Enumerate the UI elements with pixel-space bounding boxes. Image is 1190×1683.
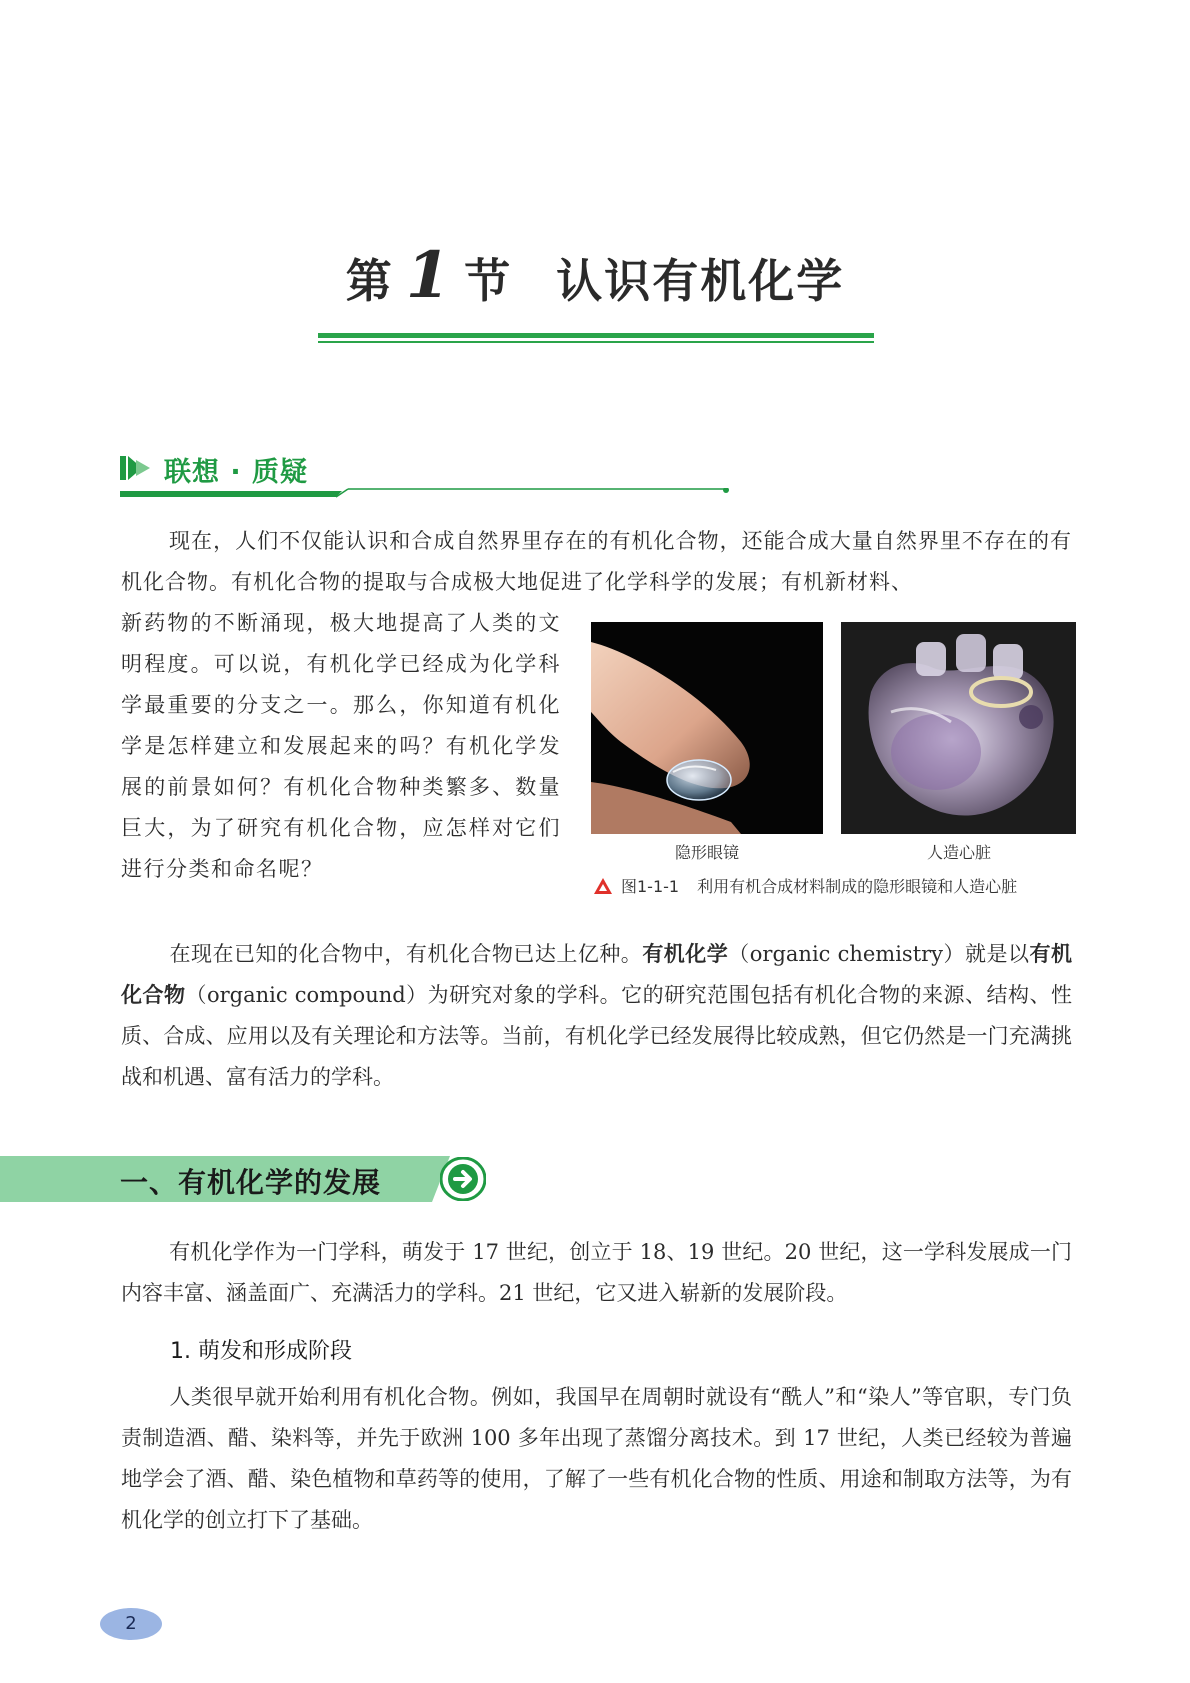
definition-text-2: （organic chemistry）就是以 (728, 942, 1030, 966)
definition-text-3: （organic compound）为研究对象的学科。它的研究范围包括有机化合物的来源、结构、性质、合成、应用以及有关理论和方法等。当前，有机化学已经发展得比较成熟，但它仍然是一门充满挑战和机遇、富有活力的学科。 (121, 983, 1072, 1089)
intro-paragraph-continued: 新药物的不断涌现，极大地提高了人类的文明程度。可以说，有机化学已经成为化学科学最重要的分支之一。那么，你知道有机化学是怎样建立和发展起来的吗？有机化学发展的前景如何？有机化合物种类繁多、数量巨大，为了研究有机化合物，应怎样对它们进行分类和命名呢？ (121, 611, 561, 881)
definition-paragraph (121, 934, 1072, 1098)
page-number: 2 (100, 1608, 162, 1640)
definition-text-1: 在现在已知的化合物中，有机化合物已达上亿种。 (169, 942, 643, 966)
box-heading-label: 联想 · 质疑 (164, 457, 309, 488)
box-heading-underline (120, 488, 740, 500)
chapter-suffix: 节 (464, 254, 513, 308)
title-rule-thin (318, 341, 874, 343)
double-play-icon (120, 454, 152, 482)
sub-paragraph (121, 1377, 1072, 1541)
term-organic-chemistry: 有机化学 (642, 942, 729, 966)
figure-caption-text: 利用有机合成材料制成的隐形眼镜和人造心脏 (697, 877, 1018, 896)
chapter-title-text: 认识有机化学 (556, 254, 845, 308)
term-organic-compound: 有机化合物 (121, 942, 1073, 1007)
figure-caption (593, 874, 1093, 897)
section-paragraph-text: 有机化学作为一门学科，萌发于 17 世纪，创立于 18、19 世纪。20 世纪，这一学科发展成一门内容丰富、涵盖面广、充满活力的学科。21 世纪，它又进入崭新的发展阶段。 (121, 1240, 1072, 1305)
title-rule (318, 333, 874, 338)
chapter-prefix: 第 (345, 254, 394, 308)
figure-right-label: 人造心脏 (926, 843, 991, 862)
box-heading (120, 450, 740, 496)
up-triangle-icon (593, 877, 613, 895)
sub-paragraph-text: 人类很早就开始利用有机化合物。例如，我国早在周朝时就设有“酰人”和“染人”等官职，专门负责制造酒、醋、染料等，并先于欧洲 100 多年出现了蒸馏分离技术。到 17 世纪，人类已经较为普遍地学会了酒、醋、染色植物和草药等的使用，了解了一些有机化合物的性质、用途和制取方法等，为有机化学的创立打下了基础。 (121, 1385, 1072, 1532)
figure-id: 图1-1-1 (621, 877, 680, 896)
artificial-heart-photo (841, 622, 1076, 834)
intro-paragraph (121, 521, 1072, 603)
figure-left-label: 隐形眼镜 (674, 843, 739, 862)
chapter-title (0, 238, 1190, 313)
contact-lens-photo (591, 622, 823, 834)
section-heading-label: 一、有机化学的发展 (120, 1166, 382, 1199)
section-paragraph (121, 1232, 1072, 1314)
right-arrow-icon (440, 1157, 486, 1201)
chapter-number: 1 (405, 238, 453, 313)
sub-heading: 1. 萌发和形成阶段 (170, 1339, 352, 1364)
section-heading (0, 1156, 500, 1202)
intro-text: 现在，人们不仅能认识和合成自然界里存在的有机化合物，还能合成大量自然界里不存在的有机化合物。有机化合物的提取与合成极大地促进了化学科学的发展；有机新材料、 (121, 529, 1072, 594)
